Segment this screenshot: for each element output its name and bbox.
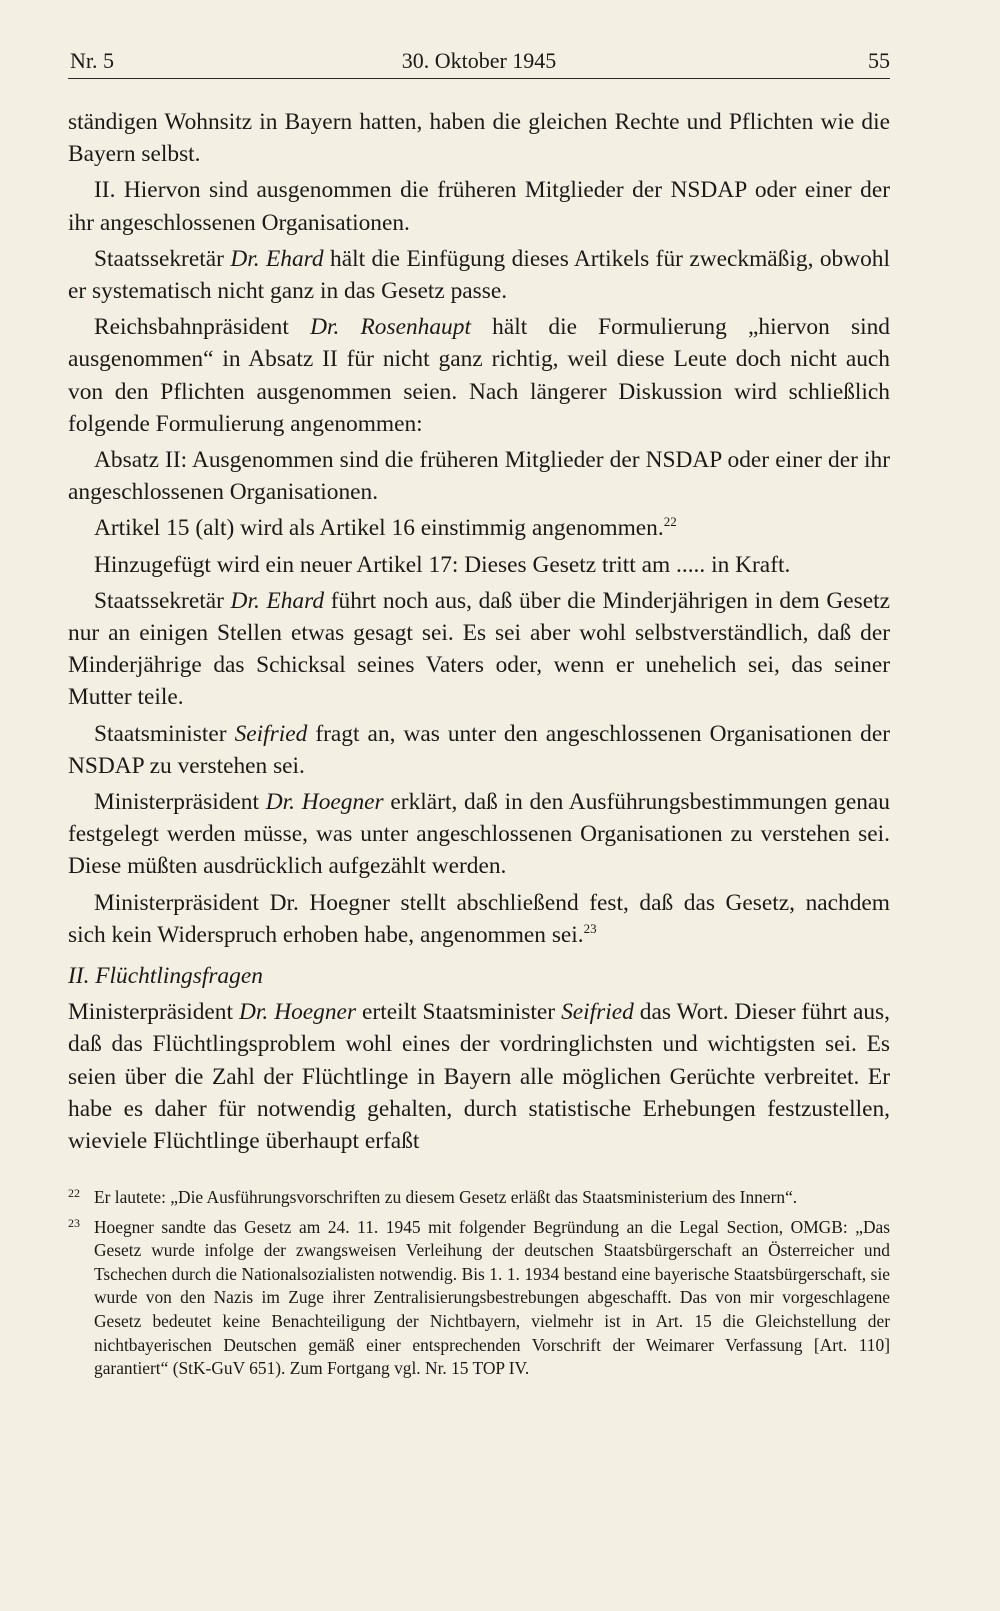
speaker-name: Dr. Hoegner [238,999,357,1026]
paragraph: Reichsbahnpräsident Dr. Rosenhaupt hält die Formulierung „hiervon sind ausgenommen“ in Absatz II für nicht ganz richtig, weil diese Leute doch nicht auch von den Pflichten ausgenommen seien. Nach längerer Diskussion wird schließlich folgende Formulierung angenommen: [68,314,891,437]
footnote-number: 23 [68,1215,80,1230]
footnotes [68,1186,890,1387]
speaker-name: Seifried [234,720,308,747]
footnote [68,1186,890,1210]
paragraph: Staatssekretär Dr. Ehard hält die Einfügung dieses Artikels für zweckmäßig, obwohl er systematisch nicht ganz in das Gesetz passe. [68,245,890,305]
paragraph: ständigen Wohnsitz in Bayern hatten, haben die gleichen Rechte und Pflichten wie die Bayern selbst. [68,109,890,168]
footnote [68,1216,890,1381]
speaker-name: Dr. Rosenhaupt [310,314,471,341]
footnote-ref: 23 [583,920,597,936]
paragraph: Ministerpräsident Dr. Hoegner erteilt Staatsminister Seifried das Wort. Dieser führt aus, daß das Flüchtlingsproblem wohl eines der vordringlichsten und wichtigsten sei. Es seien über die Zahl der Flüchtlinge in Bayern alle möglichen Gerüchte verbreitet. Er habe es daher für notwendig gehalten, durch statistische Erhebungen festzustellen, wieviele Flüchtlinge überhaupt erfaßt [68,999,891,1155]
speaker-name: Dr. Hoegner [265,789,384,816]
paragraph: Ministerpräsident Dr. Hoegner stellt abschließend fest, daß das Gesetz, nachdem sich kein Widerspruch erhoben habe, angenommen sei.$^{23}$ [68,889,890,948]
page-header [68,44,890,79]
paragraph: Ministerpräsident Dr. Hoegner erklärt, daß in den Ausführungsbestimmungen genau festgelegt werden müsse, was unter angeschlossenen Organisationen zu verstehen sei. Diese müßten ausdrücklich aufgezählt werden. [68,789,890,880]
paragraph: Hinzugefügt wird ein neuer Artikel 17: Dieses Gesetz tritt am ..... in Kraft. [94,551,791,578]
speaker-name: Dr. Ehard [230,245,324,272]
paragraph: Absatz II: Ausgenommen sind die früheren Mitglieder der NSDAP oder einer der ihr angeschlossenen Organisationen. [68,447,890,506]
footnote-number: 22 [68,1186,80,1200]
footnote-ref: 22 [663,514,677,530]
body-text [68,106,890,1157]
speaker-name: Dr. Ehard [230,587,325,614]
page-number: 55 [868,48,890,73]
footnote-text: Hoegner sandte das Gesetz am 24. 11. 1945 mit folgender Begründung an die Legal Section, OMGB: „Das Gesetz wurde infolge der zwangsweisen Verleihung der deutschen Staatsbürgerschaft an Österreicher und Tschechen durch die Nationalsozialisten notwendig. Bis 1. 1. 1934 bestand eine bayerische Staatsbürgerschaft, sie wurde von den Nazis im Zuge ihrer Zentralisierungsbestrebungen abgeschafft. Das von mir vorgeschlagene Gesetz bedeutet keine Benachteiligung der Nichtbayern, vielmehr ist in Art. 15 die Gleichstellung der nichtbayerischen Deutschen gemäß einer entsprechenden Vorschrift der Weimarer Verfassung [Art. 110] garantiert“ (StK-GuV 651). Zum Fortgang vgl. Nr. 15 TOP IV. [94,1216,890,1379]
document-number: Nr. 5 [70,48,114,73]
header-date: 30. Oktober 1945 [401,48,557,73]
paragraph: Staatssekretär Dr. Ehard führt noch aus, daß über die Minderjährigen in dem Gesetz nur an einigen Stellen etwas gesagt sei. Es sei aber wohl selbstverständlich, daß der Minderjährige das Schicksal seines Vaters oder, wenn er unehelich sei, das seiner Mutter teile. [68,587,890,711]
section-heading: II. Flüchtlingsfragen [68,963,263,990]
speaker-name: Seifried [561,999,634,1026]
paragraph: Artikel 15 (alt) wird als Artikel 16 einstimmig angenommen.$^{22}$ [94,514,677,542]
paragraph: Staatsminister Seifried fragt an, was unter den angeschlossenen Organisationen der NSDAP zu verstehen sei. [68,720,890,779]
paragraph: II. Hiervon sind ausgenommen die früheren Mitglieder der NSDAP oder einer der ihr angeschlossenen Organisationen. [68,177,890,236]
footnote-text: Er lautete: „Die Ausführungsvorschriften zu diesem Gesetz erläßt das Staatsministerium des Innern“. [94,1187,798,1207]
